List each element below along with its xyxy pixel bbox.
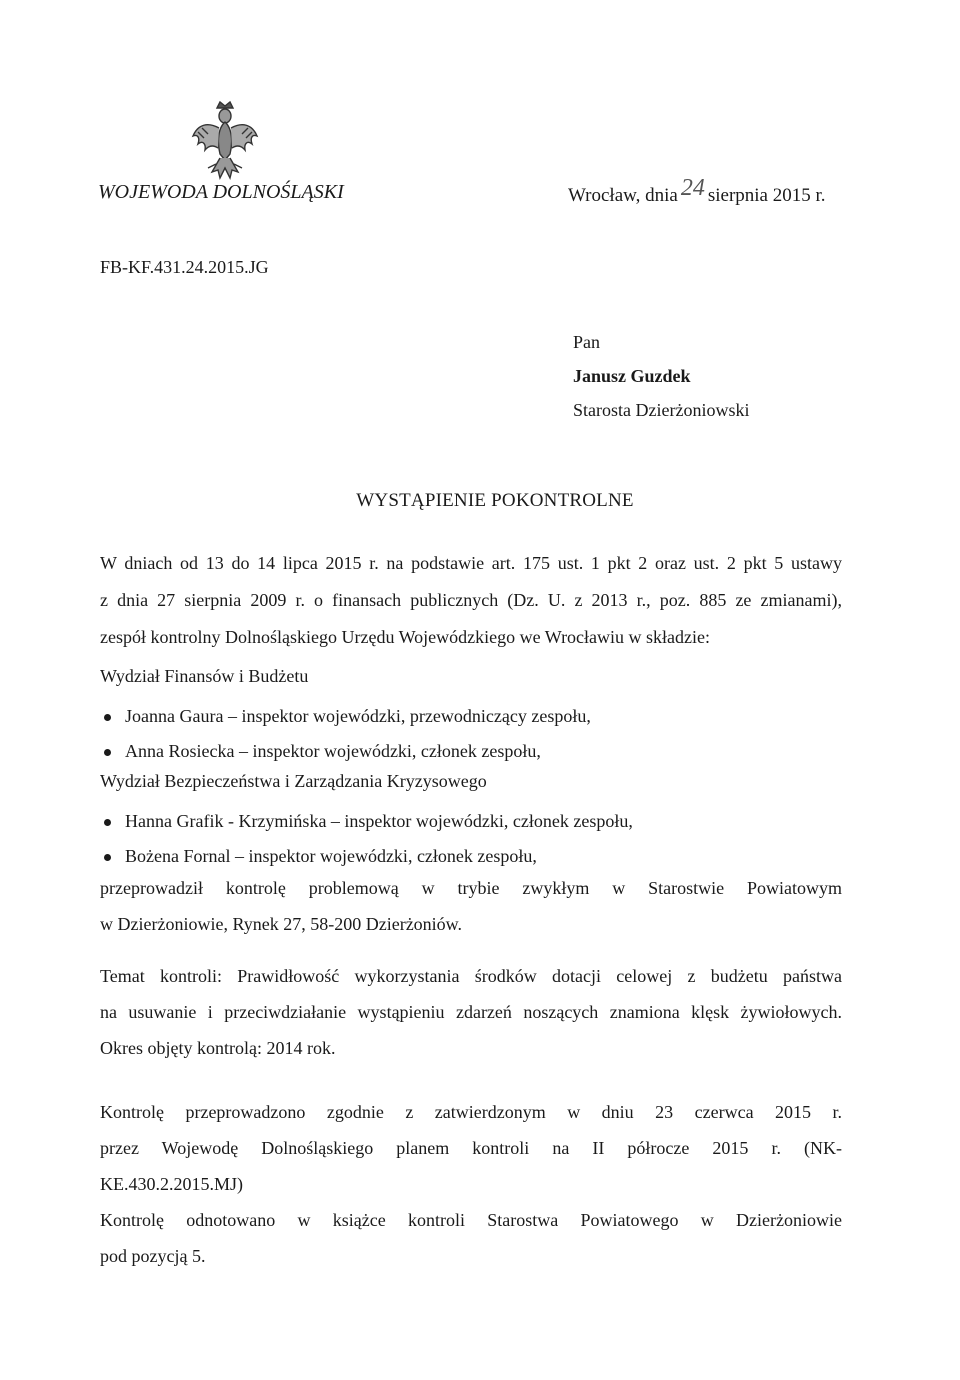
eagle-emblem-icon — [190, 98, 260, 182]
member-list — [100, 699, 591, 769]
conducted-paragraph — [100, 870, 842, 942]
reference-number: FB-KF.431.24.2015.JG — [100, 257, 269, 277]
intro-line: z dnia 27 sierpnia 2009 r. o finansach publicznych (Dz. U. z 2013 r., poz. 885 ze zmianami), — [100, 590, 842, 610]
document-heading: WYSTĄPIENIE POKONTROLNE — [356, 490, 634, 511]
plan-paragraph — [100, 1094, 842, 1274]
subject-paragraph — [100, 958, 842, 1066]
intro-line: W dniach od 13 do 14 lipca 2015 r. na podstawie art. 175 ust. 1 pkt 2 oraz ust. 2 pkt 5 ustawy — [100, 553, 842, 573]
list-item: Anna Rosiecka – inspektor wojewódzki, członek zespołu, — [100, 734, 591, 769]
department-name: Wydział Finansów i Budżetu — [100, 666, 309, 686]
list-item: Joanna Gaura – inspektor wojewódzki, przewodniczący zespołu, — [100, 699, 591, 734]
recipient-salutation: Pan — [573, 332, 600, 352]
paragraph-line: przez Wojewodę Dolnośląskiego planem kontroli na II półrocze 2015 r. (NK- — [100, 1138, 842, 1158]
recipient-name: Janusz Guzdek — [573, 366, 691, 386]
list-item: Bożena Fornal – inspektor wojewódzki, członek zespołu, — [100, 839, 633, 874]
paragraph-line: KE.430.2.2015.MJ) — [100, 1174, 243, 1194]
member-list — [100, 804, 633, 874]
paragraph-line: przeprowadził kontrolę problemową w trybie zwykłym w Starostwie Powiatowym — [100, 878, 842, 898]
handwritten-day: 24 — [680, 175, 705, 201]
paragraph-line: na usuwanie i przeciwdziałanie wystąpieniu zdarzeń noszących znamiona klęsk żywiołowych. — [100, 1002, 842, 1022]
department-name: Wydział Bezpieczeństwa i Zarządzania Kryzysowego — [100, 771, 487, 791]
paragraph-line: Kontrolę odnotowano w książce kontroli Starostwa Powiatowego w Dzierżoniowie — [100, 1210, 842, 1230]
paragraph-line: Okres objęty kontrolą: 2014 rok. — [100, 1038, 336, 1058]
paragraph-line: pod pozycją 5. — [100, 1246, 206, 1266]
paragraph-line: w Dzierżoniowie, Rynek 27, 58-200 Dzierżoniów. — [100, 914, 463, 934]
paragraph-line: Kontrolę przeprowadzono zgodnie z zatwierdzonym w dniu 23 czerwca 2015 r. — [100, 1102, 842, 1122]
recipient-title: Starosta Dzierżoniowski — [573, 400, 750, 420]
intro-paragraph — [100, 545, 842, 656]
paragraph-line: Temat kontroli: Prawidłowość wykorzystania środków dotacji celowej z budżetu państwa — [100, 966, 842, 986]
sender-title: WOJEWODA DOLNOŚLĄSKI — [98, 181, 344, 203]
recipient-block — [573, 325, 749, 427]
date-line — [568, 175, 826, 208]
date-prefix: Wrocław, dnia — [568, 185, 678, 206]
list-item: Hanna Grafik - Krzymińska – inspektor wojewódzki, członek zespołu, — [100, 804, 633, 839]
intro-line: zespół kontrolny Dolnośląskiego Urzędu Wojewódzkiego we Wrocławiu w składzie: — [100, 627, 711, 647]
date-suffix: sierpnia 2015 r. — [707, 185, 826, 206]
